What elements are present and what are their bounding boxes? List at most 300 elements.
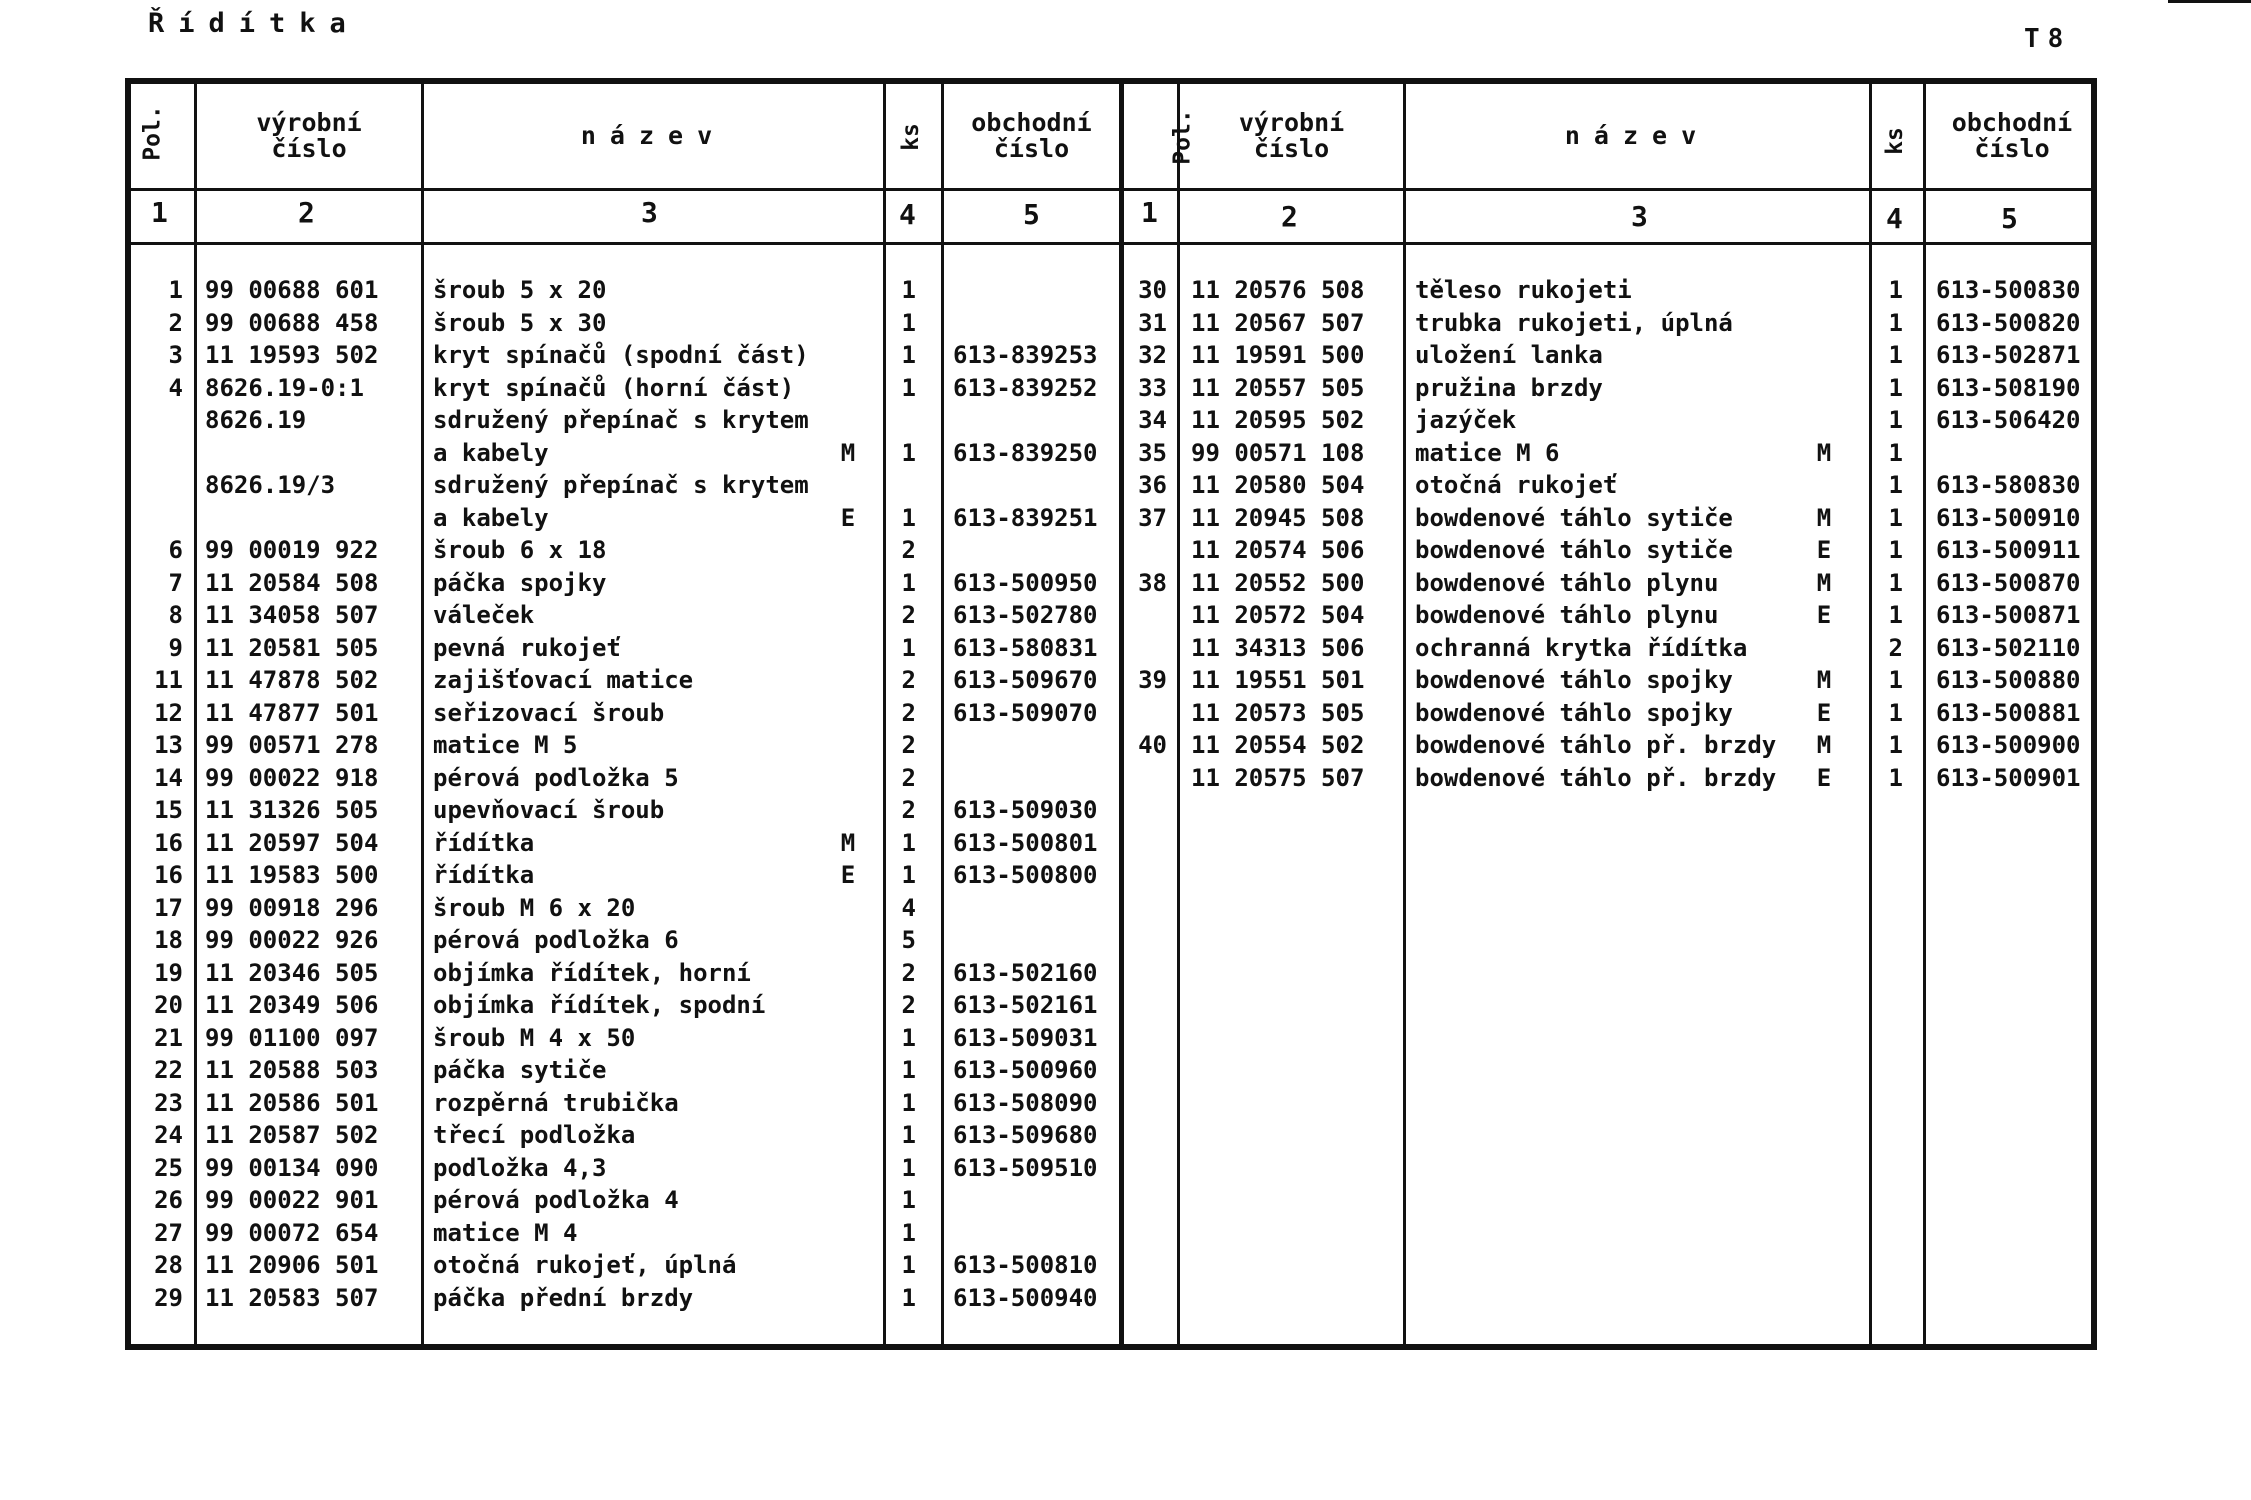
- production-number-cell: 11 19583 500: [205, 861, 379, 889]
- trade-number-cell: 613-500901: [1936, 763, 2081, 792]
- trade-number-cell: 613-509070: [953, 698, 1098, 727]
- part-name-cell: třecí podložka: [433, 1121, 636, 1149]
- position-number-cell: 2: [168, 308, 183, 337]
- production-number-cell: 11 20580 504: [1191, 471, 1365, 499]
- variant-code-cell: M: [1816, 438, 1832, 467]
- quantity-cell: 1: [1888, 341, 1903, 369]
- col-header-obchodni: obchodní číslo: [1951, 108, 2073, 163]
- trade-number-cell: 613-509030: [953, 796, 1098, 824]
- variant-code-cell: [823, 1087, 873, 1120]
- col-number: 2: [298, 196, 315, 229]
- trade-number-cell: 613-509510: [953, 1153, 1098, 1182]
- part-name-cell: bowdenové táhlo plynu: [1415, 568, 1719, 597]
- variant-code-cell: [823, 1022, 873, 1055]
- quantity-cell: 1: [1888, 438, 1903, 467]
- rule: [1403, 84, 1406, 1344]
- variant-code-cell: [823, 1249, 873, 1282]
- production-number-cell: 99 00571 278: [205, 731, 379, 759]
- right-part-name-column: [1415, 274, 1785, 794]
- part-name-cell: šroub 6 x 18: [433, 536, 607, 564]
- production-number-cell: 99 00571 108: [1191, 438, 1365, 467]
- left-part-name-column: [433, 274, 823, 1314]
- part-name-cell: upevňovací šroub: [433, 796, 665, 824]
- trade-number-cell: [953, 924, 1113, 957]
- quantity-cell: 1: [901, 276, 916, 304]
- position-number-cell: 32: [1138, 341, 1167, 369]
- production-number-cell: 11 20349 506: [205, 991, 379, 1019]
- rule: [1869, 84, 1872, 1344]
- production-number-cell: 11 47878 502: [205, 666, 379, 694]
- part-name-cell: těleso rukojeti: [1415, 276, 1632, 304]
- quantity-cell: 1: [1888, 503, 1903, 532]
- trade-number-cell: 613-500830: [1936, 276, 2081, 304]
- part-name-cell: páčka spojky: [433, 568, 607, 597]
- part-name-cell: bowdenové táhlo plynu: [1415, 601, 1719, 629]
- quantity-cell: 1: [901, 1251, 916, 1279]
- trade-number-cell: 613-506420: [1936, 406, 2081, 434]
- position-number-cell: 18: [154, 926, 183, 954]
- production-number-cell: 11 20588 503: [205, 1056, 379, 1084]
- trade-number-cell: 613-500950: [953, 568, 1098, 597]
- position-number-cell: 33: [1138, 373, 1167, 402]
- variant-code-cell: M: [840, 828, 856, 857]
- position-number-cell: [1123, 697, 1167, 730]
- trade-number-cell: 613-580831: [953, 633, 1098, 662]
- production-number-cell: 11 20587 502: [205, 1121, 379, 1149]
- part-name-cell: a kabely: [433, 503, 549, 532]
- quantity-cell: 2: [901, 796, 916, 824]
- variant-code-cell: [823, 989, 873, 1022]
- variant-code-cell: [823, 892, 873, 925]
- right-quantity-column: [1873, 274, 1903, 794]
- production-number-cell: 99 00688 458: [205, 308, 379, 337]
- position-number-cell: 37: [1138, 503, 1167, 532]
- variant-code-cell: E: [1816, 763, 1832, 792]
- trade-number-cell: [953, 1184, 1113, 1217]
- variant-code-cell: [823, 534, 873, 567]
- production-number-cell: 11 20583 507: [205, 1283, 379, 1312]
- col-header-nazev: název: [580, 121, 727, 150]
- parts-table: [125, 78, 2097, 1350]
- quantity-cell: 1: [901, 1056, 916, 1084]
- trade-number-cell: [953, 1217, 1113, 1250]
- part-name-cell: sdružený přepínač s krytem: [433, 406, 809, 434]
- part-name-cell: bowdenové táhlo sytiče: [1415, 503, 1733, 532]
- position-number-cell: 31: [1138, 308, 1167, 337]
- quantity-cell: 1: [1888, 471, 1903, 499]
- part-name-cell: bowdenové táhlo př. brzdy: [1415, 763, 1777, 792]
- trade-number-cell: [953, 762, 1113, 795]
- production-number-cell: [205, 502, 417, 535]
- part-name-cell: matice M 4: [433, 1218, 578, 1247]
- production-number-cell: 11 20554 502: [1191, 731, 1365, 759]
- trade-number-cell: 613-500940: [953, 1283, 1098, 1312]
- variant-code-cell: [1799, 307, 1849, 340]
- position-number-cell: 27: [154, 1218, 183, 1247]
- position-number-cell: [1123, 599, 1167, 632]
- trade-number-cell: 613-839253: [953, 341, 1098, 369]
- variant-code-cell: [823, 339, 873, 372]
- trade-number-cell: 613-839250: [953, 438, 1098, 467]
- production-number-cell: 99 00072 654: [205, 1218, 379, 1247]
- part-name-cell: ochranná krytka řídítka: [1415, 633, 1748, 662]
- production-number-cell: [205, 437, 417, 470]
- trade-number-cell: 613-508190: [1936, 373, 2081, 402]
- variant-code-cell: [823, 729, 873, 762]
- part-name-cell: páčka přední brzdy: [433, 1283, 694, 1312]
- quantity-cell: 1: [901, 308, 916, 337]
- position-number-cell: 13: [154, 731, 183, 759]
- variant-code-cell: M: [1816, 568, 1832, 597]
- quantity-cell: 1: [901, 503, 916, 532]
- production-number-cell: 11 34058 507: [205, 601, 379, 629]
- position-number-cell: [1123, 632, 1167, 665]
- part-name-cell: kryt spínačů (spodní část): [433, 341, 809, 369]
- quantity-cell: 1: [901, 373, 916, 402]
- position-number-cell: 19: [154, 958, 183, 987]
- variant-code-cell: [823, 924, 873, 957]
- production-number-cell: 11 20595 502: [1191, 406, 1365, 434]
- left-variant-code-column: [823, 274, 873, 1314]
- quantity-cell: 2: [901, 601, 916, 629]
- corner-rule: [2168, 0, 2251, 3]
- variant-code-cell: [823, 664, 873, 697]
- position-number-cell: [1123, 762, 1167, 795]
- position-number-cell: 6: [168, 536, 183, 564]
- variant-code-cell: [823, 794, 873, 827]
- part-name-cell: zajišťovací matice: [433, 666, 694, 694]
- variant-code-cell: [1799, 339, 1849, 372]
- variant-code-cell: [823, 599, 873, 632]
- trade-number-cell: 613-509680: [953, 1121, 1098, 1149]
- position-number-cell: 15: [154, 796, 183, 824]
- quantity-cell: 1: [1888, 308, 1903, 337]
- production-number-cell: 8626.19-0:1: [205, 373, 364, 402]
- position-number-cell: 8: [168, 601, 183, 629]
- rule: [194, 84, 197, 1344]
- quantity-cell: 1: [901, 1088, 916, 1117]
- quantity-cell: 1: [901, 861, 916, 889]
- col-number: 5: [1023, 198, 1040, 231]
- part-name-cell: páčka sytiče: [433, 1056, 607, 1084]
- position-number-cell: 30: [1138, 276, 1167, 304]
- variant-code-cell: M: [840, 438, 856, 467]
- col-number: 4: [1886, 202, 1903, 235]
- quantity-cell: 1: [1888, 406, 1903, 434]
- col-header-ks: ks: [1881, 127, 1908, 155]
- position-number-cell: 16: [154, 828, 183, 857]
- quantity-cell: 2: [901, 958, 916, 987]
- position-number-cell: 25: [154, 1153, 183, 1182]
- production-number-cell: 99 01100 097: [205, 1023, 379, 1052]
- trade-number-cell: [953, 274, 1113, 307]
- variant-code-cell: M: [1816, 666, 1832, 694]
- col-header-ks: ks: [897, 123, 924, 151]
- col-number: 3: [1631, 200, 1648, 233]
- position-number-cell: 14: [154, 763, 183, 792]
- part-name-cell: seřizovací šroub: [433, 698, 665, 727]
- variant-code-cell: [823, 567, 873, 600]
- quantity-cell: 1: [1888, 698, 1903, 727]
- position-number-cell: 36: [1138, 471, 1167, 499]
- trade-number-cell: 613-500800: [953, 861, 1098, 889]
- page-title: Řídítka: [148, 8, 360, 39]
- position-number-cell: 26: [154, 1186, 183, 1214]
- production-number-cell: 99 00022 926: [205, 926, 379, 954]
- right-position-number-column: [1123, 274, 1167, 794]
- part-name-cell: otočná rukojeť, úplná: [433, 1251, 737, 1279]
- trade-number-cell: 613-500871: [1936, 601, 2081, 629]
- position-number-cell: [131, 469, 183, 502]
- part-name-cell: řídítka: [433, 861, 535, 889]
- production-number-cell: 11 20575 507: [1191, 763, 1365, 792]
- position-number-cell: 4: [168, 373, 183, 402]
- col-number: 4: [899, 198, 916, 231]
- variant-code-cell: [1799, 632, 1849, 665]
- production-number-cell: 99 00019 922: [205, 536, 379, 564]
- position-number-cell: 28: [154, 1251, 183, 1279]
- part-name-cell: uložení lanka: [1415, 341, 1603, 369]
- trade-number-cell: 613-509670: [953, 666, 1098, 694]
- variant-code-cell: [823, 1119, 873, 1152]
- production-number-cell: 99 00688 601: [205, 276, 379, 304]
- right-trade-number-column: [1936, 274, 2096, 794]
- production-number-cell: 11 20584 508: [205, 568, 379, 597]
- production-number-cell: 11 34313 506: [1191, 633, 1365, 662]
- trade-number-cell: [953, 729, 1113, 762]
- quantity-cell: 2: [901, 698, 916, 727]
- production-number-cell: 11 20567 507: [1191, 308, 1365, 337]
- variant-code-cell: [823, 957, 873, 990]
- part-name-cell: podložka 4,3: [433, 1153, 607, 1182]
- quantity-cell: 1: [1888, 373, 1903, 402]
- trade-number-cell: 613-502110: [1936, 633, 2081, 662]
- rule: [1923, 84, 1926, 1344]
- production-number-cell: 11 20572 504: [1191, 601, 1365, 629]
- position-number-cell: 16: [154, 861, 183, 889]
- quantity-cell: 1: [1888, 276, 1903, 304]
- part-name-cell: bowdenové táhlo spojky: [1415, 666, 1733, 694]
- variant-code-cell: [1799, 404, 1849, 437]
- production-number-cell: 11 31326 505: [205, 796, 379, 824]
- production-number-cell: 99 00022 918: [205, 763, 379, 792]
- variant-code-cell: E: [1816, 536, 1832, 564]
- part-name-cell: otočná rukojeť: [1415, 471, 1618, 499]
- position-number-cell: [131, 437, 183, 470]
- trade-number-cell: 613-500910: [1936, 503, 2081, 532]
- left-trade-number-column: [953, 274, 1113, 1314]
- quantity-cell: 1: [901, 1283, 916, 1312]
- left-production-number-column: [205, 274, 417, 1314]
- position-number-cell: 22: [154, 1056, 183, 1084]
- col-number: 2: [1281, 200, 1298, 233]
- col-header-nazev: název: [1564, 121, 1711, 150]
- variant-code-cell: [823, 762, 873, 795]
- production-number-cell: 11 19591 500: [1191, 341, 1365, 369]
- production-number-cell: 11 20945 508: [1191, 503, 1365, 532]
- trade-number-cell: 613-839251: [953, 503, 1098, 532]
- part-name-cell: pérová podložka 6: [433, 926, 679, 954]
- quantity-cell: 1: [1888, 731, 1903, 759]
- quantity-cell: 1: [901, 1218, 916, 1247]
- position-number-cell: 7: [168, 568, 183, 597]
- right-production-number-column: [1191, 274, 1401, 794]
- right-variant-code-column: [1799, 274, 1849, 794]
- production-number-cell: 8626.19: [205, 406, 307, 434]
- position-number-cell: 39: [1138, 666, 1167, 694]
- quantity-cell: 1: [901, 1023, 916, 1052]
- position-number-cell: 12: [154, 698, 183, 727]
- quantity-cell: 2: [901, 666, 916, 694]
- part-name-cell: šroub M 6 x 20: [433, 893, 636, 922]
- rule: [131, 242, 2091, 245]
- position-number-cell: 20: [154, 991, 183, 1019]
- production-number-cell: 11 20906 501: [205, 1251, 379, 1279]
- part-name-cell: objímka řídítek, spodní: [433, 991, 766, 1019]
- part-name-cell: váleček: [433, 601, 535, 629]
- trade-number-cell: 613-500820: [1936, 308, 2081, 337]
- trade-number-cell: 613-500810: [953, 1251, 1098, 1279]
- variant-code-cell: [1799, 469, 1849, 502]
- variant-code-cell: [823, 1282, 873, 1315]
- variant-code-cell: [823, 372, 873, 405]
- production-number-cell: 11 20574 506: [1191, 536, 1365, 564]
- position-number-cell: 11: [154, 666, 183, 694]
- position-number-cell: 3: [168, 341, 183, 369]
- trade-number-cell: [953, 534, 1113, 567]
- quantity-cell: 1: [901, 1121, 916, 1149]
- part-name-cell: pružina brzdy: [1415, 373, 1603, 402]
- rule: [1177, 84, 1180, 1344]
- quantity-cell: 1: [1888, 568, 1903, 597]
- col-header-pol: Pol.: [1169, 109, 1196, 165]
- part-name-cell: matice M 5: [433, 731, 578, 759]
- trade-number-cell: 613-500870: [1936, 568, 2081, 597]
- variant-code-cell: E: [1816, 601, 1832, 629]
- quantity-cell: 1: [1888, 763, 1903, 792]
- part-name-cell: kryt spínačů (horní část): [433, 373, 795, 402]
- variant-code-cell: [823, 1152, 873, 1185]
- trade-number-cell: 613-502871: [1936, 341, 2081, 369]
- variant-code-cell: [1799, 274, 1849, 307]
- part-name-cell: trubka rukojeti, úplná: [1415, 308, 1733, 337]
- variant-code-cell: [823, 632, 873, 665]
- position-number-cell: 38: [1138, 568, 1167, 597]
- production-number-cell: 8626.19/3: [205, 471, 336, 499]
- variant-code-cell: E: [840, 503, 856, 532]
- position-number-cell: 1: [168, 276, 183, 304]
- position-number-cell: [131, 404, 183, 437]
- quantity-cell: 1: [901, 1153, 916, 1182]
- position-number-cell: 35: [1138, 438, 1167, 467]
- production-number-cell: 11 19593 502: [205, 341, 379, 369]
- trade-number-cell: 613-839252: [953, 373, 1098, 402]
- col-header-vyrobni: výrobní číslo: [256, 108, 362, 163]
- position-number-cell: 34: [1138, 406, 1167, 434]
- position-number-cell: 23: [154, 1088, 183, 1117]
- part-name-cell: šroub M 4 x 50: [433, 1023, 636, 1052]
- trade-number-cell: [1936, 437, 2096, 470]
- variant-code-cell: [823, 697, 873, 730]
- quantity-cell: 2: [901, 991, 916, 1019]
- part-name-cell: objímka řídítek, horní: [433, 958, 751, 987]
- col-number: 1: [151, 196, 168, 229]
- position-number-cell: 17: [154, 893, 183, 922]
- rule: [131, 188, 2091, 191]
- col-header-obchodni: obchodní číslo: [971, 108, 1092, 163]
- trade-number-cell: [953, 404, 1113, 437]
- part-name-cell: šroub 5 x 20: [433, 276, 607, 304]
- production-number-cell: 11 47877 501: [205, 698, 379, 727]
- trade-number-cell: 613-580830: [1936, 471, 2081, 499]
- production-number-cell: 11 20557 505: [1191, 373, 1365, 402]
- quantity-cell: 1: [901, 438, 916, 467]
- variant-code-cell: M: [1816, 503, 1832, 532]
- variant-code-cell: [823, 1217, 873, 1250]
- trade-number-cell: 613-500801: [953, 828, 1098, 857]
- quantity-cell: 2: [901, 536, 916, 564]
- variant-code-cell: [823, 404, 873, 437]
- quantity-cell: 2: [1888, 633, 1903, 662]
- trade-number-cell: [953, 307, 1113, 340]
- quantity-cell: 2: [901, 763, 916, 792]
- variant-code-cell: [823, 274, 873, 307]
- part-name-cell: bowdenové táhlo sytiče: [1415, 536, 1733, 564]
- production-number-cell: 99 00022 901: [205, 1186, 379, 1214]
- trade-number-cell: [953, 469, 1113, 502]
- position-number-cell: 29: [154, 1283, 183, 1312]
- part-name-cell: pérová podložka 4: [433, 1186, 679, 1214]
- production-number-cell: 11 20581 505: [205, 633, 379, 662]
- quantity-cell: [886, 404, 916, 437]
- trade-number-cell: 613-502161: [953, 991, 1098, 1019]
- trade-number-cell: 613-500880: [1936, 666, 2081, 694]
- part-name-cell: pevná rukojeť: [433, 633, 621, 662]
- col-header-vyrobni: výrobní číslo: [1238, 108, 1345, 163]
- production-number-cell: 11 20586 501: [205, 1088, 379, 1117]
- position-number-cell: 24: [154, 1121, 183, 1149]
- quantity-cell: 1: [1888, 536, 1903, 564]
- trade-number-cell: 613-500960: [953, 1056, 1098, 1084]
- position-number-cell: 9: [168, 633, 183, 662]
- production-number-cell: 11 20552 500: [1191, 568, 1365, 597]
- position-number-cell: 21: [154, 1023, 183, 1052]
- variant-code-cell: [823, 1184, 873, 1217]
- page-code: T8: [2024, 24, 2072, 54]
- part-name-cell: řídítka: [433, 828, 535, 857]
- variant-code-cell: [823, 469, 873, 502]
- part-name-cell: jazýček: [1415, 406, 1517, 434]
- quantity-cell: 2: [901, 731, 916, 759]
- production-number-cell: 11 20576 508: [1191, 276, 1365, 304]
- trade-number-cell: [953, 892, 1113, 925]
- variant-code-cell: [823, 307, 873, 340]
- production-number-cell: 11 20346 505: [205, 958, 379, 987]
- variant-code-cell: [1799, 372, 1849, 405]
- position-number-cell: [1123, 534, 1167, 567]
- production-number-cell: 11 20573 505: [1191, 698, 1365, 727]
- quantity-cell: 1: [901, 568, 916, 597]
- trade-number-cell: 613-509031: [953, 1023, 1098, 1052]
- production-number-cell: 99 00918 296: [205, 893, 379, 922]
- quantity-cell: 1: [901, 828, 916, 857]
- col-header-pol: Pol.: [139, 105, 166, 161]
- trade-number-cell: 613-502160: [953, 958, 1098, 987]
- quantity-cell: 1: [901, 633, 916, 662]
- quantity-cell: 1: [901, 1186, 916, 1214]
- left-quantity-column: [886, 274, 916, 1314]
- trade-number-cell: 613-508090: [953, 1088, 1098, 1117]
